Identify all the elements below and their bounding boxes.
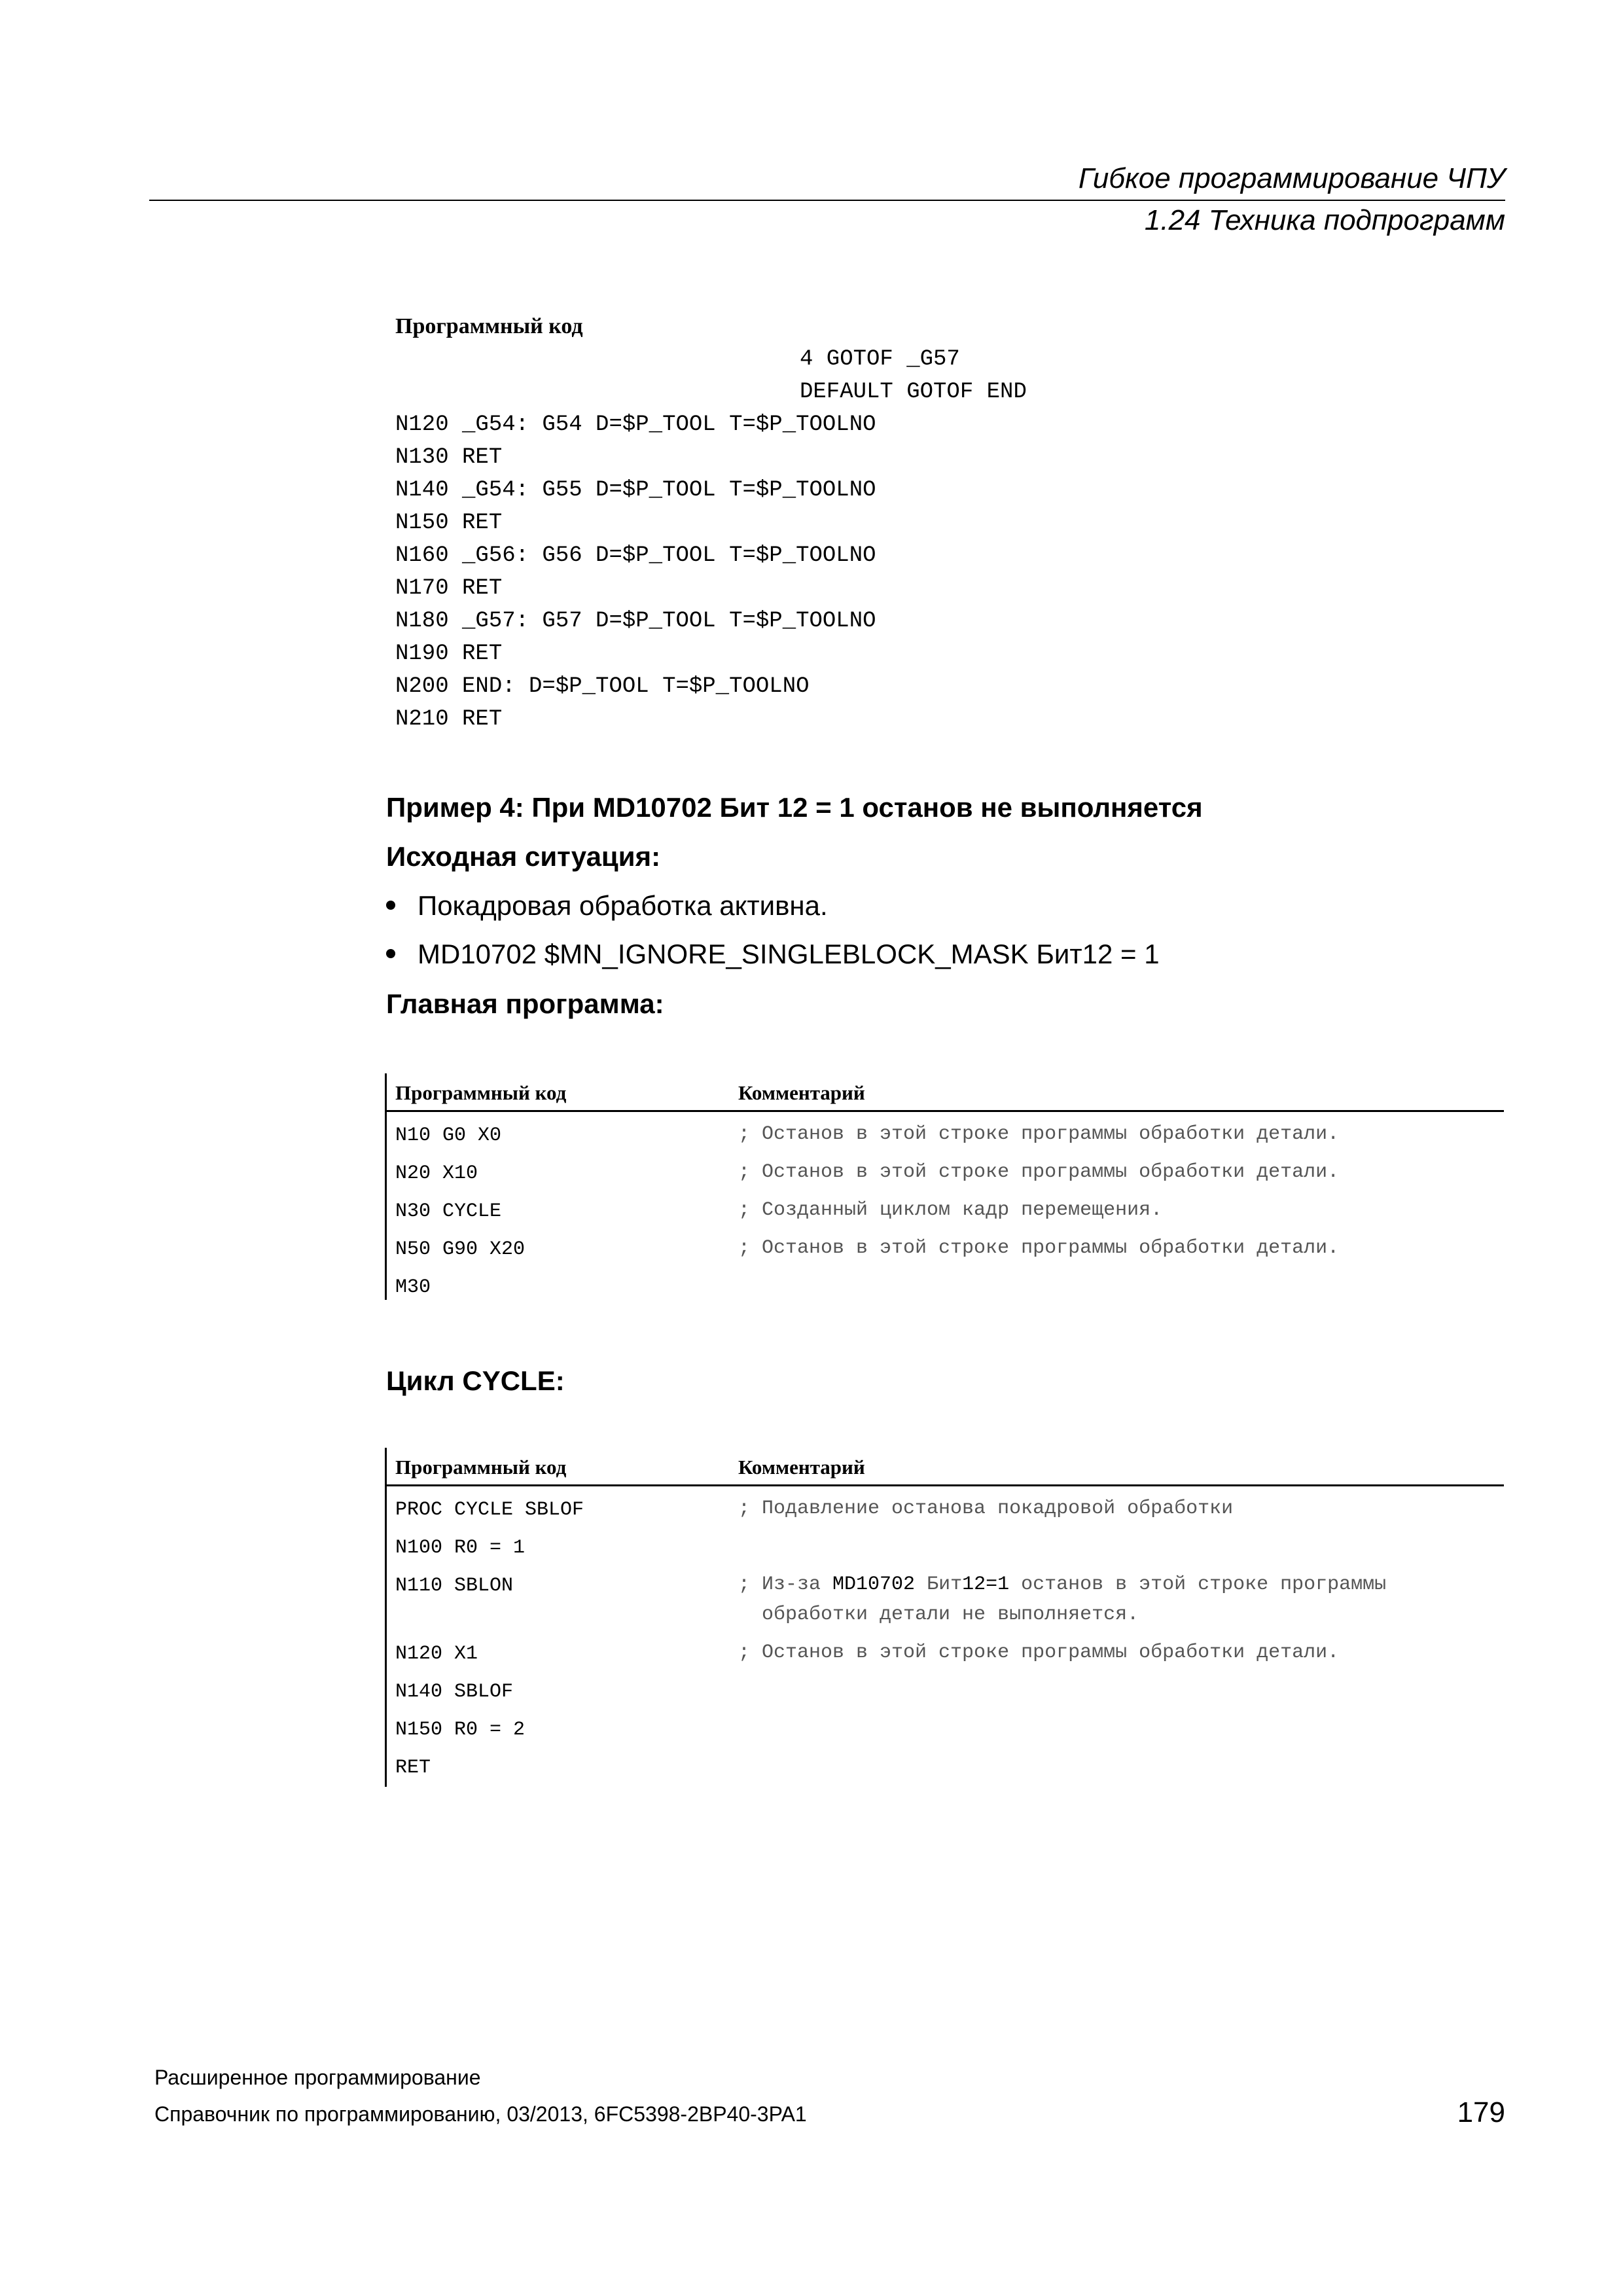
code-line: N140 _G54: G55 D=$P_TOOL T=$P_TOOLNO	[395, 478, 876, 503]
table-row-code: M30	[395, 1276, 431, 1299]
bullet-text: MD10702 $MN_IGNORE_SINGLEBLOCK_MASK Бит12 = 1	[418, 939, 1160, 969]
footer-book-title: Расширенное программирование	[154, 2066, 481, 2089]
code-line: N210 RET	[395, 707, 503, 732]
table-row-code: N10 G0 X0	[395, 1124, 502, 1147]
cycle-heading: Цикл CYCLE:	[386, 1365, 565, 1396]
running-header-section: 1.24 Техника подпрограмм	[1144, 204, 1505, 236]
table-row-code: RET	[395, 1757, 431, 1779]
bullet-item	[386, 890, 828, 922]
footer-book-info: Справочник по программированию, 03/2013, 6FC5398-2BP40-3PA1	[154, 2102, 807, 2126]
comment-part: 12=1	[962, 1573, 1010, 1596]
code-line: N200 END: D=$P_TOOL T=$P_TOOLNO	[395, 674, 810, 699]
table-row-code: N120 X1	[395, 1643, 478, 1665]
table-row-code: N50 G90 X20	[395, 1238, 526, 1261]
table-row-comment: ; Подавление останова покадровой обработки	[738, 1498, 1234, 1520]
code-line: 4 GOTOF _G57	[800, 347, 960, 372]
table-row-comment: ; Останов в этой строке программы обработки детали.	[738, 1123, 1340, 1145]
table-row-comment: ; Созданный циклом кадр перемещения.	[738, 1199, 1163, 1221]
code-line: DEFAULT GOTOF END	[800, 380, 1027, 404]
code-heading: Программный код	[395, 314, 583, 338]
table-row-code: N140 SBLOF	[395, 1681, 514, 1703]
table-row-code: N110 SBLON	[395, 1575, 514, 1597]
cycle-table	[385, 1448, 1504, 1787]
bullet-text: Покадровая обработка активна.	[418, 890, 828, 921]
header-rule	[149, 200, 1505, 201]
comment-part: останов в этой строке программы	[1009, 1573, 1387, 1596]
bullet-icon	[386, 901, 395, 910]
table-row-comment: ; Останов в этой строке программы обработки детали.	[738, 1161, 1340, 1183]
table-left-rule	[385, 1073, 387, 1300]
code-line: N120 _G54: G54 D=$P_TOOL T=$P_TOOLNO	[395, 412, 876, 437]
table-row-code: N100 R0 = 1	[395, 1537, 526, 1559]
column-header-comment: Комментарий	[738, 1456, 865, 1479]
running-header-title: Гибкое программирование ЧПУ	[1078, 162, 1505, 194]
code-line: N170 RET	[395, 576, 503, 601]
table-row-comment	[738, 1570, 1386, 1600]
table-row-code: N20 X10	[395, 1162, 478, 1185]
code-line: N130 RET	[395, 445, 503, 470]
bullet-item	[386, 939, 1160, 970]
table-left-rule	[385, 1448, 387, 1787]
initial-situation-heading: Исходная ситуация:	[386, 841, 661, 872]
main-program-table	[385, 1073, 1504, 1300]
code-line: N190 RET	[395, 641, 503, 666]
code-line: N160 _G56: G56 D=$P_TOOL T=$P_TOOLNO	[395, 543, 876, 568]
code-line: N180 _G57: G57 D=$P_TOOL T=$P_TOOLNO	[395, 609, 876, 634]
page-number: 179	[1457, 2096, 1505, 2128]
column-header-code: Программный код	[395, 1456, 567, 1479]
table-row-code: N30 CYCLE	[395, 1200, 502, 1223]
table-header-rule	[385, 1484, 1504, 1486]
main-program-heading: Главная программа:	[386, 988, 664, 1019]
table-row-comment: ; Останов в этой строке программы обработки детали.	[738, 1237, 1340, 1259]
table-row-comment: ; Останов в этой строке программы обработки детали.	[738, 1641, 1340, 1664]
example-title: Пример 4: При MD10702 Бит 12 = 1 останов не выполняется	[386, 792, 1203, 823]
bullet-icon	[386, 949, 395, 958]
table-header-rule	[385, 1110, 1504, 1112]
table-row-comment-continuation: обработки детали не выполняется.	[738, 1604, 1139, 1626]
column-header-code: Программный код	[395, 1081, 567, 1104]
table-row-code: PROC CYCLE SBLOF	[395, 1499, 584, 1521]
code-line: N150 RET	[395, 511, 503, 535]
column-header-comment: Комментарий	[738, 1081, 865, 1104]
table-row-code: N150 R0 = 2	[395, 1719, 526, 1741]
comment-part: ; Из-за	[738, 1573, 833, 1596]
comment-part: MD10702	[832, 1573, 916, 1596]
comment-part: Бит	[915, 1573, 963, 1596]
